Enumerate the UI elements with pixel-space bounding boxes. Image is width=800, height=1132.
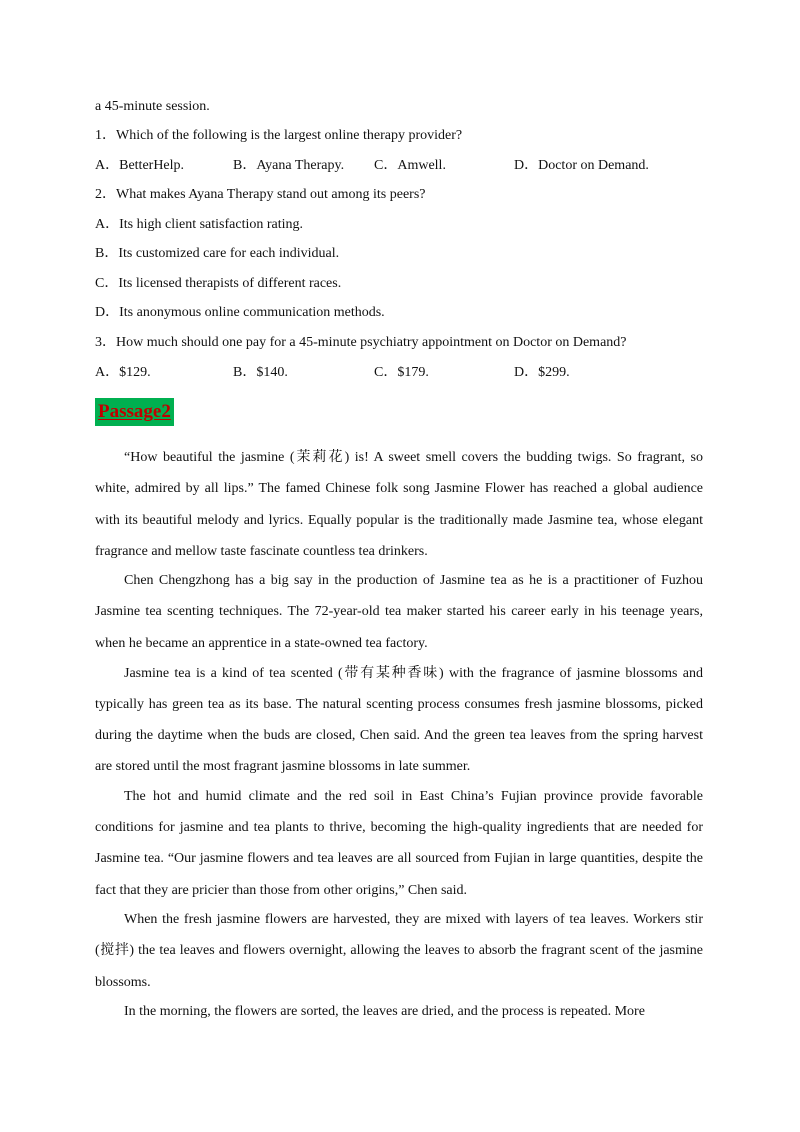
question-2-option-b[interactable]: B．Its customized care for each individual. xyxy=(95,246,340,261)
question-1-option-b[interactable]: B．Ayana Therapy. xyxy=(233,158,345,173)
question-3-option-c[interactable]: C．$179. xyxy=(374,365,429,380)
question-1-option-d[interactable]: D．Doctor on Demand. xyxy=(514,158,649,173)
paragraph-3-line-2: typically has green tea as its base. The natural scenting process consumes fresh jasmine blossoms, picked xyxy=(95,697,703,712)
paragraph-5-line-1: When the fresh jasmine flowers are harvested, they are mixed with layers of tea leaves. Workers stir xyxy=(124,912,703,927)
question-1-option-c[interactable]: C．Amwell. xyxy=(374,158,446,173)
question-2-option-c[interactable]: C．Its licensed therapists of different races. xyxy=(95,276,342,291)
question-3-option-a[interactable]: A．$129. xyxy=(95,365,151,380)
paragraph-4-line-4: fact that they are pricier than those from other origins,” Chen said. xyxy=(95,883,468,898)
paragraph-3-line-3: during the daytime when the buds are closed, Chen said. And the green tea leaves from the spring harvest xyxy=(95,728,703,743)
paragraph-4-line-1: The hot and humid climate and the red soil in East China’s Fujian province provide favorable xyxy=(124,789,703,804)
question-1-stem: 1．Which of the following is the largest online therapy provider? xyxy=(95,128,463,143)
intro-tail-text: a 45-minute session. xyxy=(95,99,210,114)
paragraph-4-line-3: Jasmine tea. “Our jasmine flowers and tea leaves are all sourced from Fujian in large quantities, despite the xyxy=(95,851,703,866)
paragraph-1-line-3: with its beautiful melody and lyrics. Equally popular is the traditionally made Jasmine tea, whose elegant xyxy=(95,513,703,528)
paragraph-6-line-1: In the morning, the flowers are sorted, the leaves are dried, and the process is repeated. More xyxy=(124,1004,645,1019)
paragraph-1-line-1: “How beautiful the jasmine (茉莉花) is! A sweet smell covers the budding twigs. So fragrant, so xyxy=(124,450,703,465)
paragraph-3-line-4: are stored until the most fragrant jasmine blossoms in late summer. xyxy=(95,759,471,774)
paragraph-1-line-2: white, admired by all lips.” The famed Chinese folk song Jasmine Flower has reached a global audience xyxy=(95,481,703,496)
paragraph-4-line-2: conditions for jasmine and tea plants to thrive, becoming the high-quality ingredients that are needed for xyxy=(95,820,703,835)
paragraph-2-line-3: when he became an apprentice in a state-owned tea factory. xyxy=(95,636,428,651)
question-3-option-b[interactable]: B．$140. xyxy=(233,365,288,380)
paragraph-2-line-2: Jasmine tea scenting techniques. The 72-year-old tea maker started his career early in his teenage years, xyxy=(95,604,703,619)
paragraph-5-line-2: (搅拌) the tea leaves and flowers overnight, allowing the leaves to absorb the fragrant scent of the jasmine xyxy=(95,943,703,958)
question-2-option-d[interactable]: D．Its anonymous online communication methods. xyxy=(95,305,385,320)
paragraph-2-line-1: Chen Chengzhong has a big say in the production of Jasmine tea as he is a practitioner of Fuzhou xyxy=(124,573,703,588)
question-3-options xyxy=(95,364,715,382)
question-3-stem: 3．How much should one pay for a 45-minute psychiatry appointment on Doctor on Demand? xyxy=(95,335,627,350)
question-1-option-a[interactable]: A．BetterHelp. xyxy=(95,158,185,173)
paragraph-5-line-3: blossoms. xyxy=(95,975,151,990)
question-2-option-a[interactable]: A．Its high client satisfaction rating. xyxy=(95,217,304,232)
question-2-stem: 2．What makes Ayana Therapy stand out among its peers? xyxy=(95,187,426,202)
paragraph-1-line-4: fragrance and mellow taste fascinate countless tea drinkers. xyxy=(95,544,428,559)
passage-heading: Passage2 xyxy=(95,398,174,426)
question-3-option-d[interactable]: D．$299. xyxy=(514,365,570,380)
paragraph-3-line-1: Jasmine tea is a kind of tea scented (带有某种香味) with the fragrance of jasmine blossoms and xyxy=(124,666,703,681)
question-1-options xyxy=(95,157,715,175)
